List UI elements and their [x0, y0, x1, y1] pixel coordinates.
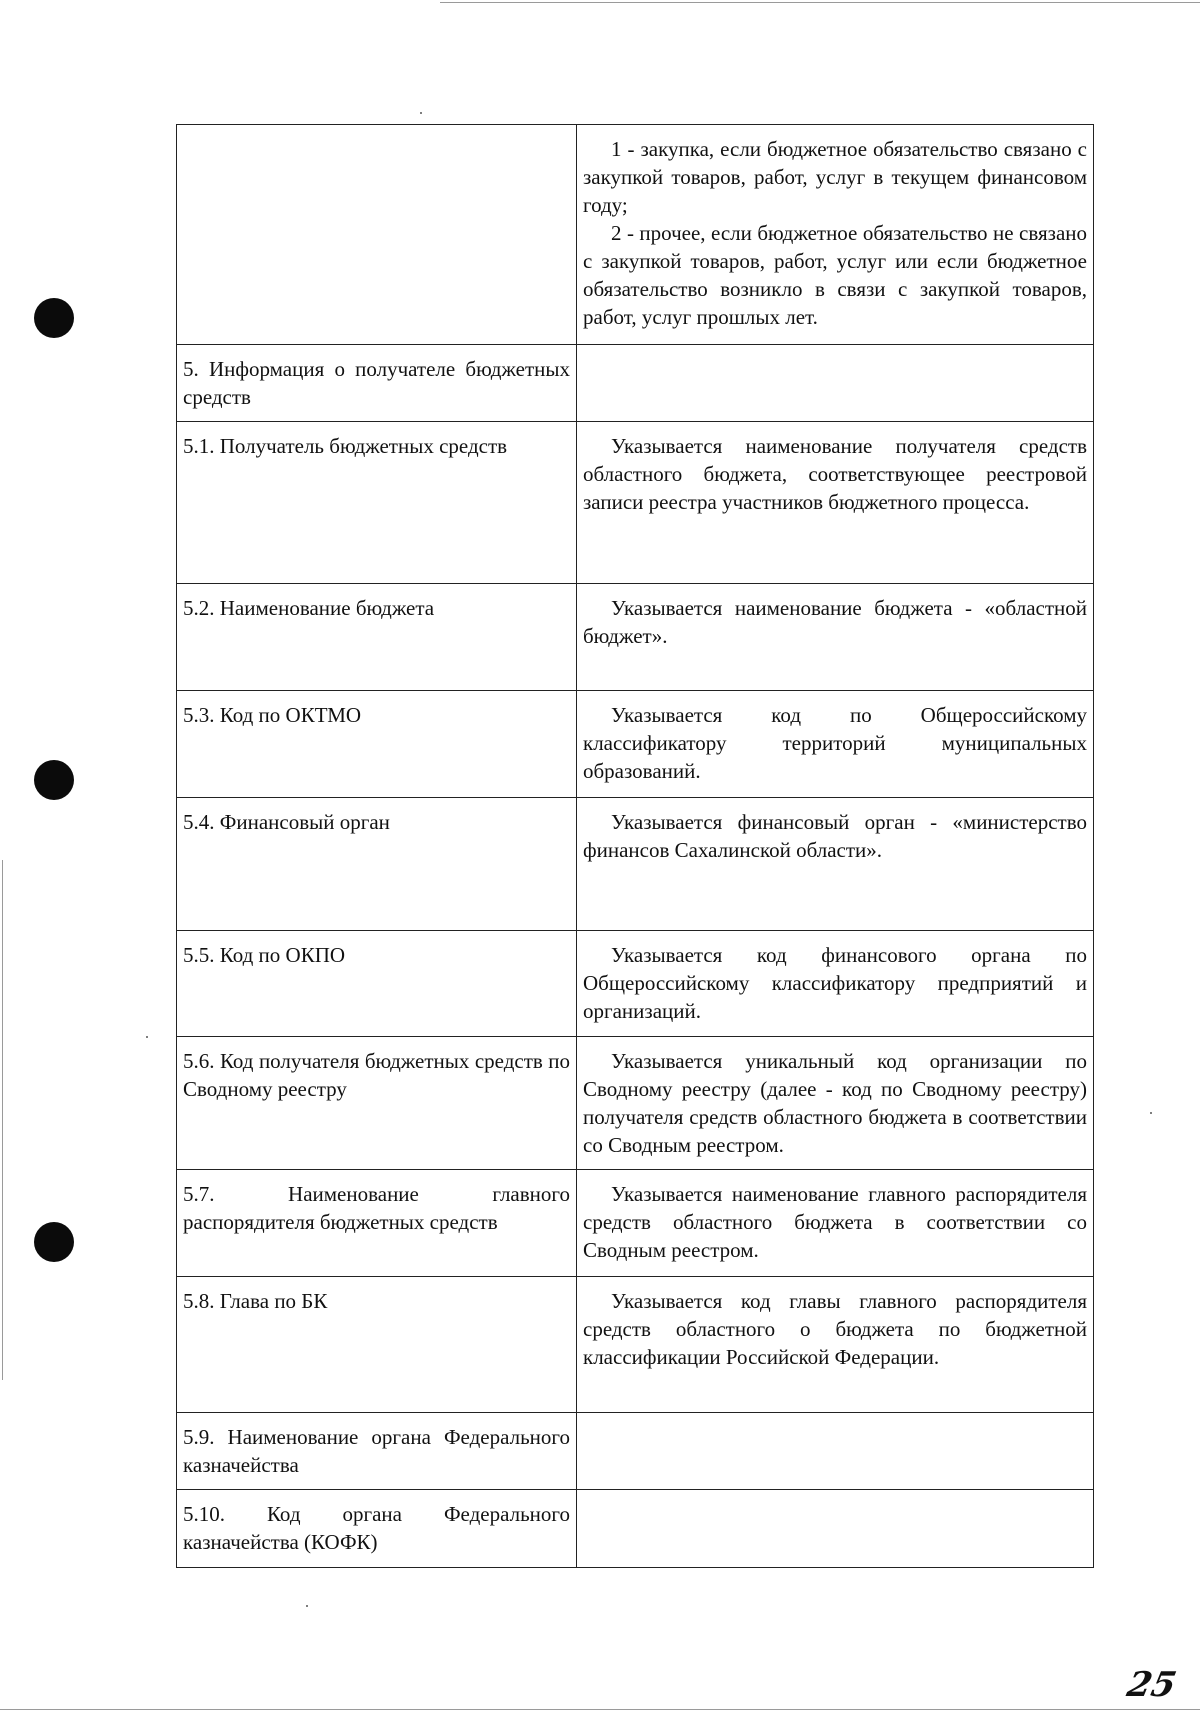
table-cell-label: 5.1. Получатель бюджетных средств: [177, 422, 577, 584]
table-cell-description: [577, 422, 1094, 584]
scan-speck: [146, 1036, 148, 1038]
table-cell-label: [177, 125, 577, 345]
scan-edge-bottom: [0, 1709, 1200, 1710]
paragraph: Указывается код финансового органа по Общероссийскому классификатору предприятий и организаций.: [583, 943, 1087, 1023]
table-row: [177, 422, 1094, 584]
table-cell-description: [577, 1037, 1094, 1170]
table-row: [177, 931, 1094, 1037]
paragraph: 2 - прочее, если бюджетное обязательство не связано с закупкой товаров, работ, услуг или если бюджетное обязательство возникло в связи с закупкой товаров, работ, услуг прошлых лет.: [583, 221, 1087, 329]
table-cell-label: 5.5. Код по ОКПО: [177, 931, 577, 1037]
table-row: [177, 584, 1094, 691]
table-cell-description: [577, 1413, 1094, 1490]
budget-obligation-table: [176, 124, 1094, 1568]
table-cell-description: [577, 1490, 1094, 1568]
paragraph: 1 - закупка, если бюджетное обязательство связано с закупкой товаров, работ, услуг в текущем финансовом году;: [583, 137, 1087, 217]
table-row: [177, 798, 1094, 931]
punch-hole: [34, 298, 74, 338]
table-cell-description: [577, 798, 1094, 931]
table-cell-label: 5.3. Код по ОКТМО: [177, 691, 577, 798]
paragraph: Указывается код по Общероссийскому классификатору территорий муниципальных образований.: [583, 703, 1087, 783]
paragraph: Указывается наименование главного распорядителя средств областного бюджета в соответствии со Сводным реестром.: [583, 1182, 1087, 1262]
scan-edge-top: [440, 2, 1200, 3]
paragraph: Указывается код главы главного распорядителя средств областного о бюджета по бюджетной классификации Российской Федерации.: [583, 1289, 1087, 1369]
table-cell-label: 5.7. Наименование главного распорядителя бюджетных средств: [177, 1170, 577, 1277]
table-row: [177, 1277, 1094, 1413]
table-row: [177, 691, 1094, 798]
paragraph: Указывается уникальный код организации по Сводному реестру (далее - код по Сводному реестру) получателя средств областного бюджета в соответствии со Сводным реестром.: [583, 1049, 1087, 1157]
table-cell-description: [577, 691, 1094, 798]
scan-edge-left: [2, 860, 3, 1380]
punch-hole: [34, 1222, 74, 1262]
table-cell-label: 5.8. Глава по БК: [177, 1277, 577, 1413]
punch-hole: [34, 760, 74, 800]
table-cell-description: [577, 584, 1094, 691]
paragraph: Указывается наименование получателя средств областного бюджета, соответствующее реестровой записи реестра участников бюджетного процесса.: [583, 434, 1087, 514]
scan-speck: [306, 1605, 308, 1607]
table-cell-description: [577, 931, 1094, 1037]
table-cell-description: [577, 345, 1094, 422]
table-cell-label: 5.6. Код получателя бюджетных средств по Сводному реестру: [177, 1037, 577, 1170]
page-number: 25: [1123, 1665, 1180, 1705]
table-row: [177, 1037, 1094, 1170]
table-cell-description: [577, 1170, 1094, 1277]
table-cell-label: 5. Информация о получателе бюджетных средств: [177, 345, 577, 422]
table-row: [177, 345, 1094, 422]
table-cell-description: [577, 125, 1094, 345]
table-cell-description: [577, 1277, 1094, 1413]
table-cell-label: 5.9. Наименование органа Федерального казначейства: [177, 1413, 577, 1490]
table-row: [177, 1490, 1094, 1568]
table-row: [177, 1413, 1094, 1490]
table-row: [177, 1170, 1094, 1277]
table-row: [177, 125, 1094, 345]
table-cell-label: 5.4. Финансовый орган: [177, 798, 577, 931]
paragraph: Указывается наименование бюджета - «областной бюджет».: [583, 596, 1087, 648]
paragraph: Указывается финансовый орган - «министерство финансов Сахалинской области».: [583, 810, 1087, 862]
table-cell-label: 5.2. Наименование бюджета: [177, 584, 577, 691]
scan-speck: [420, 112, 422, 114]
scan-speck: [1150, 1112, 1152, 1114]
table-cell-label: 5.10. Код органа Федерального казначейства (КОФК): [177, 1490, 577, 1568]
